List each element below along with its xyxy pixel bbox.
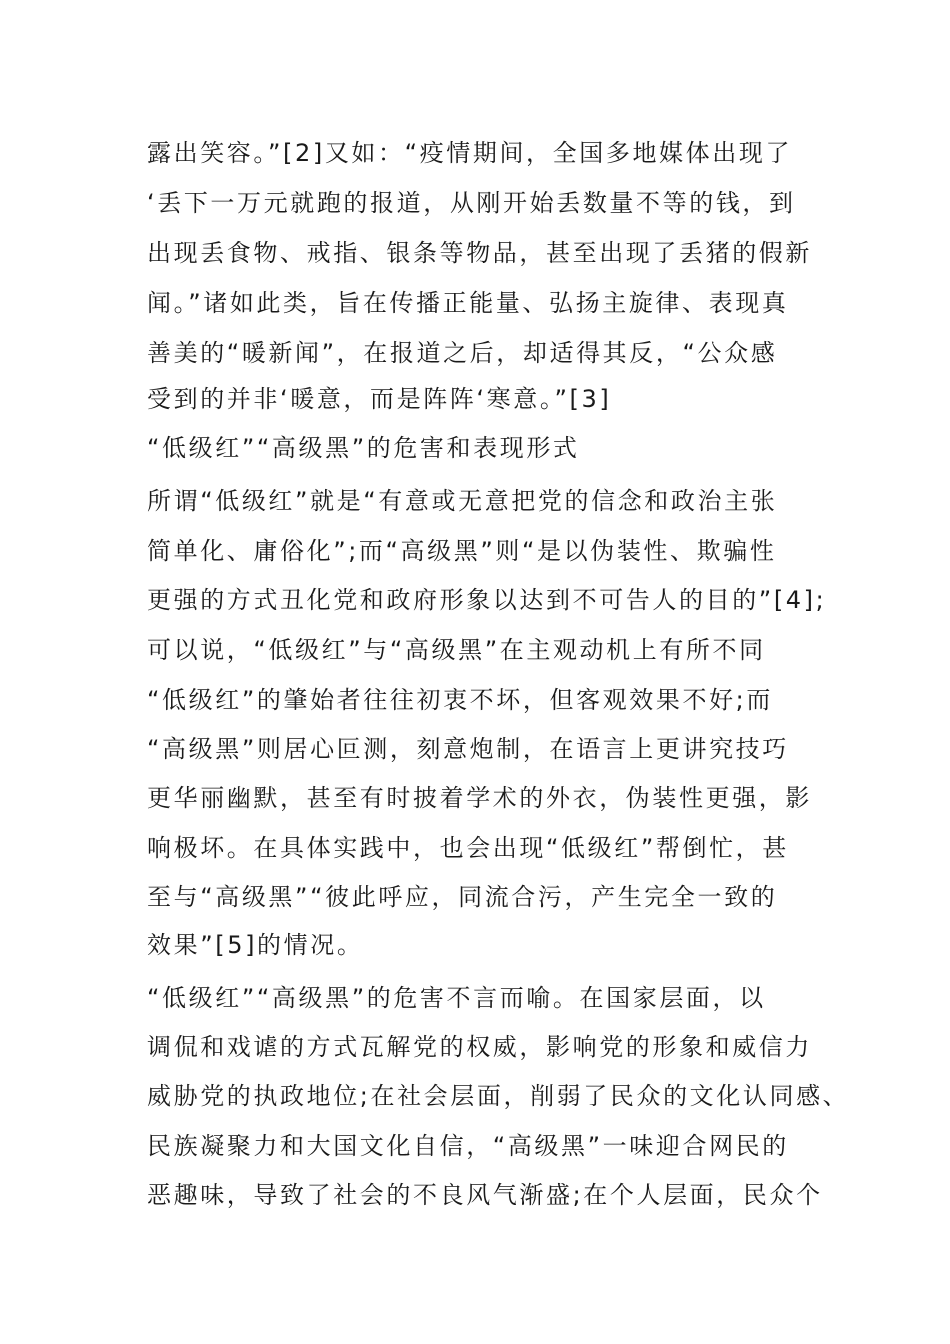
text-line: 善美的“暖新闻”，在报道之后，却适得其反，“公众感 [147,339,778,367]
text-line: 效果”[5]的情况。 [147,931,364,959]
text-line: 露出笑容。”[2]又如：“疫情期间，全国多地媒体出现了 [147,139,793,167]
text-line: 威胁党的执政地位;在社会层面，削弱了民众的文化认同感、 [147,1082,850,1110]
text-line: 民族凝聚力和大国文化自信，“高级黑”一味迎合网民的 [147,1132,789,1160]
text-line: 出现丢食物、戒指、银条等物品，甚至出现了丢猪的假新 [147,239,812,267]
text-line: “低级红”“高级黑”的危害不言而喻。在国家层面，以 [147,984,766,1012]
text-line: 受到的并非‘暖意，而是阵阵‘寒意。”[3] [147,385,612,413]
text-line: 响极坏。在具体实践中，也会出现“低级红”帮倒忙，甚 [147,834,789,862]
text-line: 至与“高级黑”“彼此呼应，同流合污，产生完全一致的 [147,883,778,911]
text-line: 可以说，“低级红”与“高级黑”在主观动机上有所不同 [147,636,766,664]
text-line: 所谓“低级红”就是“有意或无意把党的信念和政治主张 [147,487,778,515]
text-line: 闻。”诸如此类，旨在传播正能量、弘扬主旋律、表现真 [147,289,789,317]
text-line: ‘丢下一万元就跑的报道，从刚开始丢数量不等的钱，到 [147,189,796,217]
text-line: 恶趣味，导致了社会的不良风气渐盛;在个人层面，民众个 [147,1181,823,1209]
text-line: 简单化、庸俗化”;而“高级黑”则“是以伪装性、欺骗性 [147,537,777,565]
section-heading: “低级红”“高级黑”的危害和表现形式 [147,434,580,462]
text-line: “高级黑”则居心叵测，刻意炮制，在语言上更讲究技巧 [147,735,789,763]
text-line: 调侃和戏谑的方式瓦解党的权威，影响党的形象和威信力 [147,1033,812,1061]
text-line: 更强的方式丑化党和政府形象以达到不可告人的目的”[4]; [147,586,827,614]
text-line: “低级红”的肇始者往往初衷不坏，但客观效果不好;而 [147,686,773,714]
text-line: 更华丽幽默，甚至有时披着学术的外衣，伪装性更强，影 [147,784,812,812]
